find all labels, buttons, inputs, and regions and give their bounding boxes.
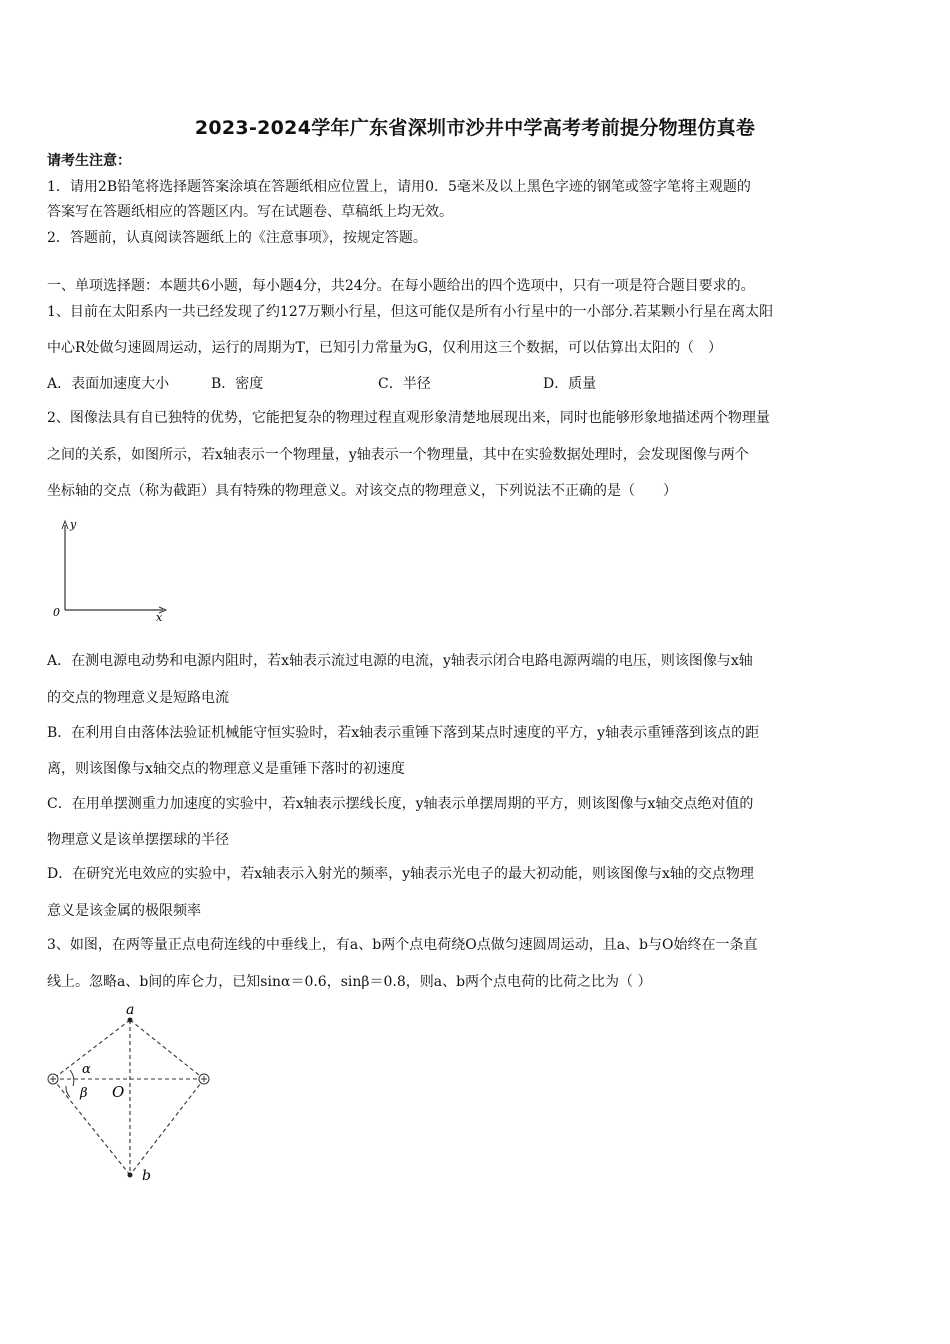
label-beta: β [80,1086,88,1101]
q2-option-c-line-2: 物理意义是该单摆摆球的半径 [47,832,229,848]
q1-line-1: 1、目前在太阳系内一共已经发现了约127万颗小行星，但这可能仅是所有小行星中的一小部分.若某颗小行星在离太阳 [47,304,774,320]
section-heading: 一、单项选择题：本题共6小题，每小题4分，共24分。在每小题给出的四个选项中，只有一项是符合题目要求的。 [47,278,755,294]
q2-option-c-line-1: C．在用单摆测重力加速度的实验中，若x轴表示摆线长度，y轴表示单摆周期的平方，则该图像与x轴交点绝对值的 [47,796,754,812]
notice-line-1b: 答案写在答题纸相应的答题区内。写在试题卷、草稿纸上均无效。 [47,204,453,220]
q2-option-d-line-2: 意义是该金属的极限频率 [47,903,201,919]
charge-a-dot [128,1018,133,1023]
positive-charge-right [199,1074,209,1084]
q3-line-1: 3、如图，在两等量正点电荷连线的中垂线上，有a、b两个点电荷绕O点做匀速圆周运动，且a、b与O始终在一条直 [47,937,758,953]
q3-line-2: 线上。忽略a、b间的库仑力，已知sinα＝0.6，sinβ＝0.8，则a、b两个点电荷的比荷之比为（ ） [47,974,652,990]
q1-option-a: A．表面加速度大小 [47,376,170,392]
q2-option-b-line-2: 离，则该图像与x轴交点的物理意义是重锤下落时的初速度 [47,761,405,777]
notice-line-2: 2．答题前，认真阅读答题纸上的《注意事项》，按规定答题。 [47,230,427,246]
q2-line-1: 2、图像法具有自已独特的优势，它能把复杂的物理过程直观形象清楚地展现出来，同时也能够形象地描述两个物理量 [47,410,770,426]
label-a: a [126,1002,135,1018]
alpha-arc [70,1070,74,1086]
x-axis-label: x [156,611,163,624]
q2-option-a-line-2: 的交点的物理意义是短路电流 [47,690,229,706]
q2-option-d-line-1: D．在研究光电效应的实验中，若x轴表示入射光的频率，y轴表示光电子的最大初动能，则该图像与x轴的交点物理 [47,866,754,882]
q2-option-b-line-1: B．在利用自由落体法验证机械能守恒实验时，若x轴表示重锤下落到某点时速度的平方，y轴表示重锤落到该点的距 [47,725,760,741]
q2-line-2: 之间的关系，如图所示，若x轴表示一个物理量，y轴表示一个物理量，其中在实验数据处理时，会发现图像与两个 [47,447,749,463]
q1-line-2: 中心R处做匀速圆周运动，运行的周期为T，已知引力常量为G，仅利用这三个数据，可以估算出太阳的（ ） [47,340,723,356]
origin-label: 0 [53,606,60,619]
dashed-line-right-b [130,1079,204,1175]
q3-charge-figure [40,1000,225,1190]
charge-b-dot [128,1173,133,1178]
q1-option-b: B．密度 [211,376,264,392]
label-alpha: α [82,1062,91,1077]
notice-heading: 请考生注意： [47,153,131,169]
dashed-line-right-a [130,1020,204,1079]
positive-charge-left [48,1074,58,1084]
dashed-line-left-a [53,1020,130,1079]
q1-option-d: D．质量 [543,376,597,392]
label-o: O [112,1083,125,1101]
label-b: b [142,1168,151,1184]
q2-option-a-line-1: A．在测电源电动势和电源内阻时，若x轴表示流过电源的电流，y轴表示闭合电路电源两端的电压，则该图像与x轴 [47,653,753,669]
y-axis-label: y [70,518,77,531]
page-title: 2023-2024学年广东省深圳市沙井中学高考考前提分物理仿真卷 [194,117,756,139]
notice-line-1: 1．请用2B铅笔将选择题答案涂填在答题纸相应位置上，请用0．5毫米及以上黑色字迹的钢笔或签字笔将主观题的 [47,179,751,195]
q2-axes-figure [48,515,173,625]
q1-option-c: C．半径 [378,376,431,392]
q2-line-3: 坐标轴的交点（称为截距）具有特殊的物理意义。对该交点的物理意义，下列说法不正确的是（ ） [47,483,677,499]
